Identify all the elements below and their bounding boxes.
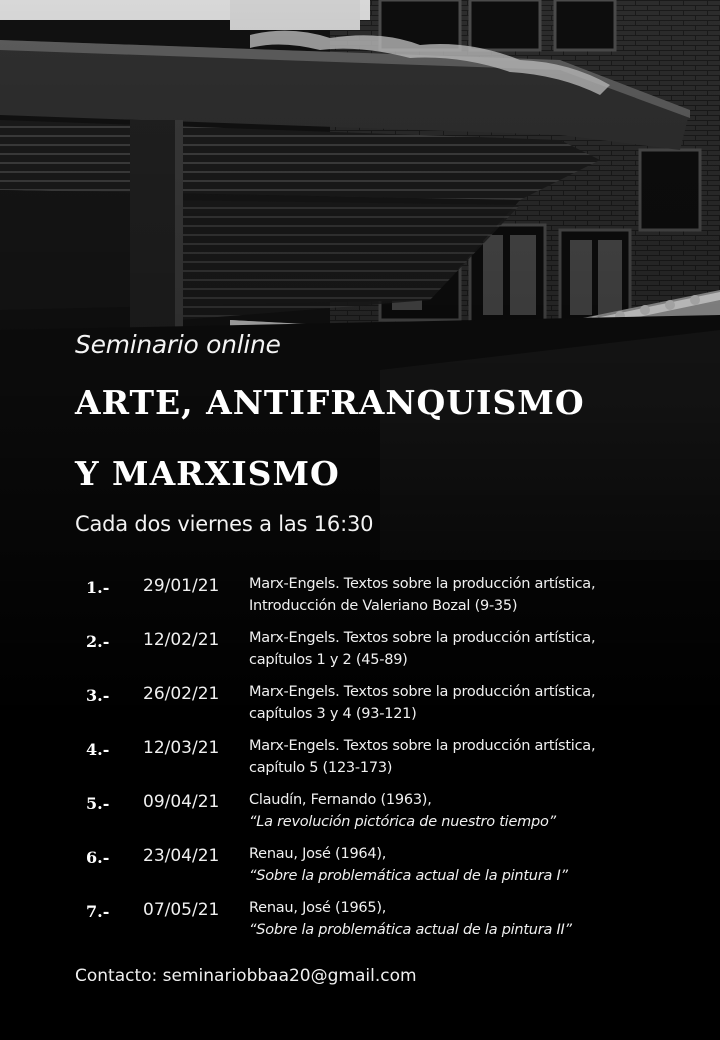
- session-number: 3.-: [86, 686, 110, 705]
- session-reading-title: “Sobre la problemática actual de la pintura I”: [249, 868, 568, 884]
- session-reading-detail: capítulos 1 y 2 (45-89): [249, 652, 408, 668]
- session-reading-detail: Introducción de Valeriano Bozal (9-35): [249, 598, 518, 614]
- session-row: [0, 576, 720, 624]
- session-row: [0, 630, 720, 678]
- session-number: 1.-: [86, 578, 110, 597]
- session-number: 4.-: [86, 740, 110, 759]
- session-row: [0, 792, 720, 840]
- session-date: 29/01/21: [143, 576, 220, 596]
- title-line-1: ARTE, ANTIFRANQUISMO: [75, 383, 585, 422]
- session-reading: Renau, José (1964),: [249, 846, 387, 862]
- session-number: 5.-: [86, 794, 110, 813]
- session-date: 07/05/21: [143, 900, 220, 920]
- session-row: [0, 846, 720, 894]
- session-reading: Renau, José (1965),: [249, 900, 387, 916]
- session-reading-detail: capítulos 3 y 4 (93-121): [249, 706, 417, 722]
- session-reading: Marx-Engels. Textos sobre la producción artística,: [249, 576, 596, 592]
- session-reading: Marx-Engels. Textos sobre la producción artística,: [249, 738, 596, 754]
- session-row: [0, 738, 720, 786]
- session-number: 2.-: [86, 632, 110, 651]
- session-row: [0, 684, 720, 732]
- session-reading: Claudín, Fernando (1963),: [249, 792, 432, 808]
- session-number: 6.-: [86, 848, 110, 867]
- session-date: 09/04/21: [143, 792, 220, 812]
- session-reading: Marx-Engels. Textos sobre la producción artística,: [249, 630, 596, 646]
- schedule-text: Cada dos viernes a las 16:30: [75, 512, 374, 536]
- session-date: 12/03/21: [143, 738, 220, 758]
- session-reading-detail: capítulo 5 (123-173): [249, 760, 393, 776]
- session-number: 7.-: [86, 902, 110, 921]
- session-date: 23/04/21: [143, 846, 220, 866]
- session-row: [0, 900, 720, 948]
- session-reading-title: “Sobre la problemática actual de la pintura II”: [249, 922, 572, 938]
- session-reading-title: “La revolución pictórica de nuestro tiempo”: [249, 814, 556, 830]
- session-date: 26/02/21: [143, 684, 220, 704]
- subtitle: Seminario online: [75, 330, 281, 359]
- session-reading: Marx-Engels. Textos sobre la producción artística,: [249, 684, 596, 700]
- session-date: 12/02/21: [143, 630, 220, 650]
- contact-email[interactable]: Contacto: seminariobbaa20@gmail.com: [75, 966, 417, 986]
- title-line-2: Y MARXISMO: [75, 454, 340, 493]
